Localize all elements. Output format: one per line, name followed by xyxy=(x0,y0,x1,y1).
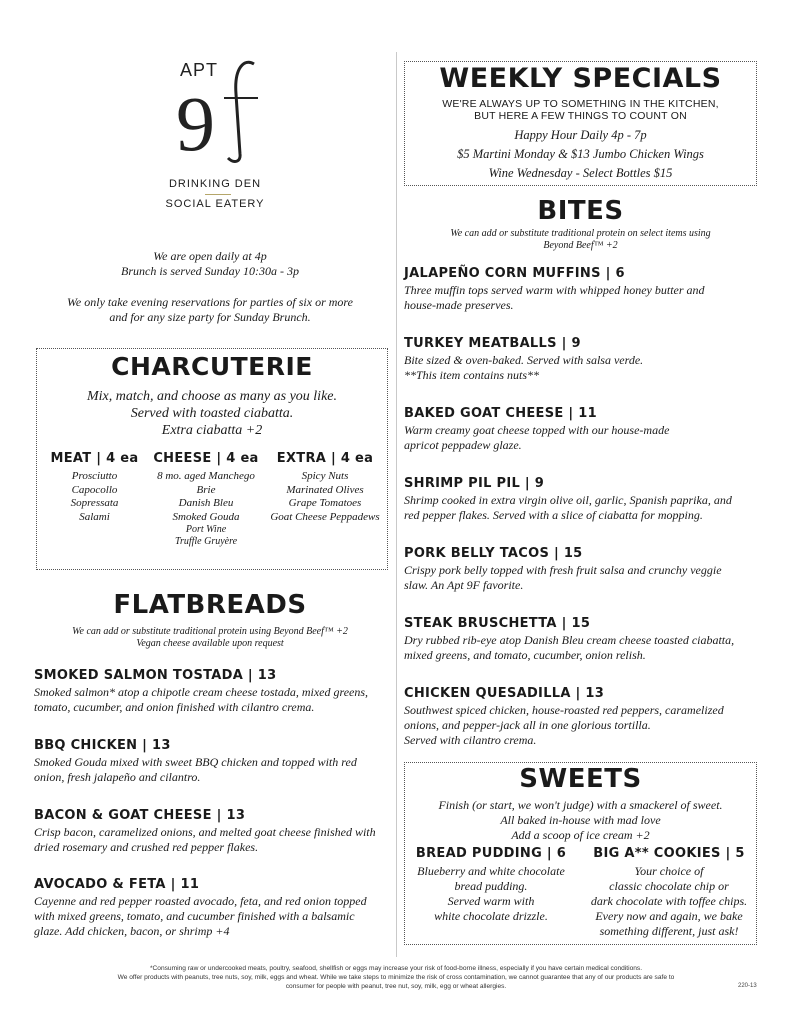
item-desc-line: something different, just ask! xyxy=(599,924,739,938)
sweets-bread-pudding xyxy=(406,846,576,924)
flatbread-item xyxy=(34,668,390,715)
intro-hours: We are open daily at 4p xyxy=(153,249,267,263)
charcuterie-desc-1: Mix, match, and choose as many as you like. xyxy=(87,389,337,404)
footer-line-1: *Consuming raw or undercooked meats, poultry, seafood, shellfish or eggs may increase your risk of food-borne illness, especially if you have certain medical conditions. xyxy=(149,965,643,972)
sweets-desc-2: All baked in-house with mad love xyxy=(500,813,661,827)
item-desc-line: dark chocolate with toffee chips. xyxy=(590,894,748,908)
item-desc xyxy=(34,894,390,939)
meat-item: Prosciutto xyxy=(71,470,118,482)
item-title: BREAD PUDDING | 6 xyxy=(415,846,567,861)
flatbreads-title: FLATBREADS xyxy=(113,590,307,620)
bites-note-2: Beyond Beef™ +2 xyxy=(543,240,618,251)
item-title: BACON & GOAT CHEESE | 13 xyxy=(34,808,246,823)
item-desc xyxy=(34,755,390,785)
meat-item: Salami xyxy=(79,510,110,523)
flatbread-item xyxy=(34,738,390,785)
item-desc-line: Your choice of xyxy=(634,864,704,878)
item-desc-line: mixed greens, and tomato, cucumber, onion relish. xyxy=(404,648,646,662)
cheese-item: Smoked Gouda xyxy=(172,510,240,523)
item-title: JALAPEÑO CORN MUFFINS | 6 xyxy=(404,266,625,281)
item-title: AVOCADO & FETA | 11 xyxy=(34,877,200,892)
item-desc-line: red pepper flakes. Served with a slice of ciabatta for mopping. xyxy=(404,508,703,522)
charcuterie-extra-col xyxy=(265,451,385,524)
sweets-desc-1: Finish (or start, we won't judge) with a smackerel of sweet. xyxy=(438,798,723,812)
item-desc-line: Blueberry and white chocolate xyxy=(417,864,565,878)
special-martini-monday: $5 Martini Monday & $13 Jumbo Chicken Wings xyxy=(457,147,704,161)
item-desc-line: Southwest spiced chicken, house-roasted red peppers, caramelized xyxy=(404,703,724,717)
item-desc xyxy=(404,423,764,453)
item-desc-line: house-made preserves. xyxy=(404,298,514,312)
item-desc-line: tomato, cucumber, and onion finished with cilantro crema. xyxy=(34,700,315,714)
meat-item: Capocollo xyxy=(71,483,118,496)
item-desc-line: Warm creamy goat cheese topped with our house-made xyxy=(404,423,670,437)
item-title: BIG A** COOKIES | 5 xyxy=(593,846,745,861)
bite-item xyxy=(404,406,764,453)
specials-sub xyxy=(404,98,757,122)
meat-header: MEAT | 4 ea xyxy=(50,451,139,466)
item-title: TURKEY MEATBALLS | 9 xyxy=(404,336,581,351)
column-divider xyxy=(396,52,397,957)
flatbread-item xyxy=(34,877,390,939)
item-desc-line: **This item contains nuts** xyxy=(404,368,540,382)
item-desc xyxy=(404,633,764,663)
bites-note xyxy=(404,228,757,252)
item-desc-line: glaze. Add chicken, bacon, or shrimp +4 xyxy=(34,924,230,938)
specials-list xyxy=(404,126,757,183)
item-desc-line: Smoked salmon* atop a chipotle cream cheese tostada, mixed greens, xyxy=(34,685,369,699)
charcuterie-desc-3: Extra ciabatta +2 xyxy=(161,423,263,438)
cheese-item: Danish Bleu xyxy=(178,497,234,509)
footer-line-2: We offer products with peanuts, tree nuts, soy, milk, eggs and wheat. While we take steps to minimize the risk of cross contamination, we cannot guarantee that any of our products are safe to xyxy=(117,974,675,981)
charcuterie-title: CHARCUTERIE xyxy=(111,352,313,381)
cheese-item: Brie xyxy=(196,483,216,496)
item-desc-line: Crisp bacon, caramelized onions, and melted goat cheese finished with xyxy=(34,825,376,839)
tagline-drinking-den: DRINKING DEN xyxy=(168,178,262,190)
item-desc-line: Three muffin tops served warm with whipped honey butter and xyxy=(404,283,705,297)
charcuterie-meat-col xyxy=(42,451,147,524)
flatbreads-note xyxy=(20,626,400,650)
item-title: STEAK BRUSCHETTA | 15 xyxy=(404,616,591,631)
item-desc-line: Served with cilantro crema. xyxy=(404,733,537,747)
extra-item: Spicy Nuts xyxy=(301,470,349,482)
extra-item: Grape Tomatoes xyxy=(288,497,362,509)
logo xyxy=(168,54,268,164)
item-desc xyxy=(404,493,764,523)
item-desc-line: Crispy pork belly topped with fresh fruit salsa and crunchy veggie xyxy=(404,563,722,577)
item-title: CHICKEN QUESADILLA | 13 xyxy=(404,686,605,701)
specials-title: WEEKLY SPECIALS xyxy=(439,63,722,94)
cheese-item: Truffle Gruyère xyxy=(174,536,238,547)
item-desc-line: Smoked Gouda mixed with sweet BBQ chicken and topped with red xyxy=(34,755,357,769)
extra-item: Marinated Olives xyxy=(286,483,364,496)
sweets-title: SWEETS xyxy=(519,764,642,794)
sweets-big-cookies xyxy=(580,846,758,939)
item-desc-line: Served warm with xyxy=(447,894,535,908)
bites-note-1: We can add or substitute traditional protein on select items using xyxy=(450,228,711,239)
meat-item: Sopressata xyxy=(70,497,119,509)
item-desc xyxy=(406,864,576,924)
bite-item xyxy=(404,546,764,593)
intro-reservations: We only take evening reservations for parties of six or more xyxy=(67,295,353,309)
flatbread-item xyxy=(34,808,390,855)
logo-mark xyxy=(168,54,268,164)
item-desc-line: with mixed greens, tomato, and cucumber finished with a balsamic xyxy=(34,909,355,923)
item-title: BBQ CHICKEN | 13 xyxy=(34,738,171,753)
charcuterie-desc-2: Served with toasted ciabatta. xyxy=(130,406,294,421)
charcuterie-desc xyxy=(36,388,388,439)
tagline-social-eatery: SOCIAL EATERY xyxy=(165,198,265,210)
intro-reservations-2: and for any size party for Sunday Brunch. xyxy=(109,310,311,324)
intro-brunch: Brunch is served Sunday 10:30a - 3p xyxy=(121,264,299,278)
item-desc-line: Dry rubbed rib-eye atop Danish Bleu cream cheese toasted ciabatta, xyxy=(404,633,735,647)
bite-item xyxy=(404,336,764,383)
extra-header: EXTRA | 4 ea xyxy=(276,451,374,466)
footer-code: 220-13 xyxy=(738,983,757,989)
footer-line-3: consumer for people with peanut, tree nut, soy, milk, egg or wheat allergies. xyxy=(285,983,507,990)
item-desc xyxy=(34,685,390,715)
item-desc-line: onion, fresh jalapeño and cilantro. xyxy=(34,770,201,784)
item-title: SHRIMP PIL PIL | 9 xyxy=(404,476,545,491)
item-desc-line: white chocolate drizzle. xyxy=(434,909,548,923)
item-desc-line: Bite sized & oven-baked. Served with salsa verde. xyxy=(404,353,644,367)
item-desc-line: apricot peppadew glaze. xyxy=(404,438,522,452)
bite-item xyxy=(404,686,764,748)
extra-item: Goat Cheese Peppadews xyxy=(270,510,380,523)
charcuterie-cheese-col xyxy=(147,451,265,548)
flatbreads-note-1: We can add or substitute traditional protein using Beyond Beef™ +2 xyxy=(72,626,348,637)
tagline-divider xyxy=(205,194,231,195)
cheese-header: CHEESE | 4 ea xyxy=(153,451,259,466)
special-happy-hour: Happy Hour Daily 4p - 7p xyxy=(514,128,647,142)
item-title: BAKED GOAT CHEESE | 11 xyxy=(404,406,597,421)
item-desc xyxy=(34,825,390,855)
item-desc-line: slaw. An Apt 9F favorite. xyxy=(404,578,524,592)
item-desc-line: Shrimp cooked in extra virgin olive oil, garlic, Spanish paprika, and xyxy=(404,493,732,507)
item-desc-line: classic chocolate chip or xyxy=(609,879,729,893)
svg-text:APT: APT xyxy=(180,60,219,80)
bite-item xyxy=(404,476,764,523)
item-desc-line: onions, and pepper-jack all in one glorious tortilla. xyxy=(404,718,651,732)
flatbreads-note-2: Vegan cheese available upon request xyxy=(136,638,284,649)
cheese-item: 8 mo. aged Manchego xyxy=(157,470,255,482)
item-desc-line: Every now and again, we bake xyxy=(595,909,743,923)
item-desc xyxy=(404,563,764,593)
cheese-item: Port Wine xyxy=(185,524,227,535)
item-desc xyxy=(404,703,764,748)
footer-disclaimer xyxy=(30,964,762,991)
item-title: PORK BELLY TACOS | 15 xyxy=(404,546,583,561)
item-desc-line: dried rosemary and crushed red pepper flakes. xyxy=(34,840,259,854)
item-desc xyxy=(580,864,758,939)
item-desc-line: Cayenne and red pepper roasted avocado, feta, and red onion topped xyxy=(34,894,367,908)
specials-sub-2: BUT HERE A FEW THINGS TO COUNT ON xyxy=(474,110,687,122)
sweets-desc-3: Add a scoop of ice cream +2 xyxy=(511,828,650,842)
bites-title: BITES xyxy=(537,196,624,226)
bite-item xyxy=(404,616,764,663)
item-title: SMOKED SALMON TOSTADA | 13 xyxy=(34,668,277,683)
bite-item xyxy=(404,266,764,313)
item-desc xyxy=(404,353,764,383)
item-desc-line: bread pudding. xyxy=(454,879,528,893)
intro xyxy=(20,249,400,325)
svg-text:9: 9 xyxy=(176,80,215,164)
item-desc xyxy=(404,283,764,313)
special-wine-wednesday: Wine Wednesday - Select Bottles $15 xyxy=(488,166,673,180)
specials-sub-1: WE'RE ALWAYS UP TO SOMETHING IN THE KITCHEN, xyxy=(442,98,719,110)
sweets-desc xyxy=(404,798,757,843)
